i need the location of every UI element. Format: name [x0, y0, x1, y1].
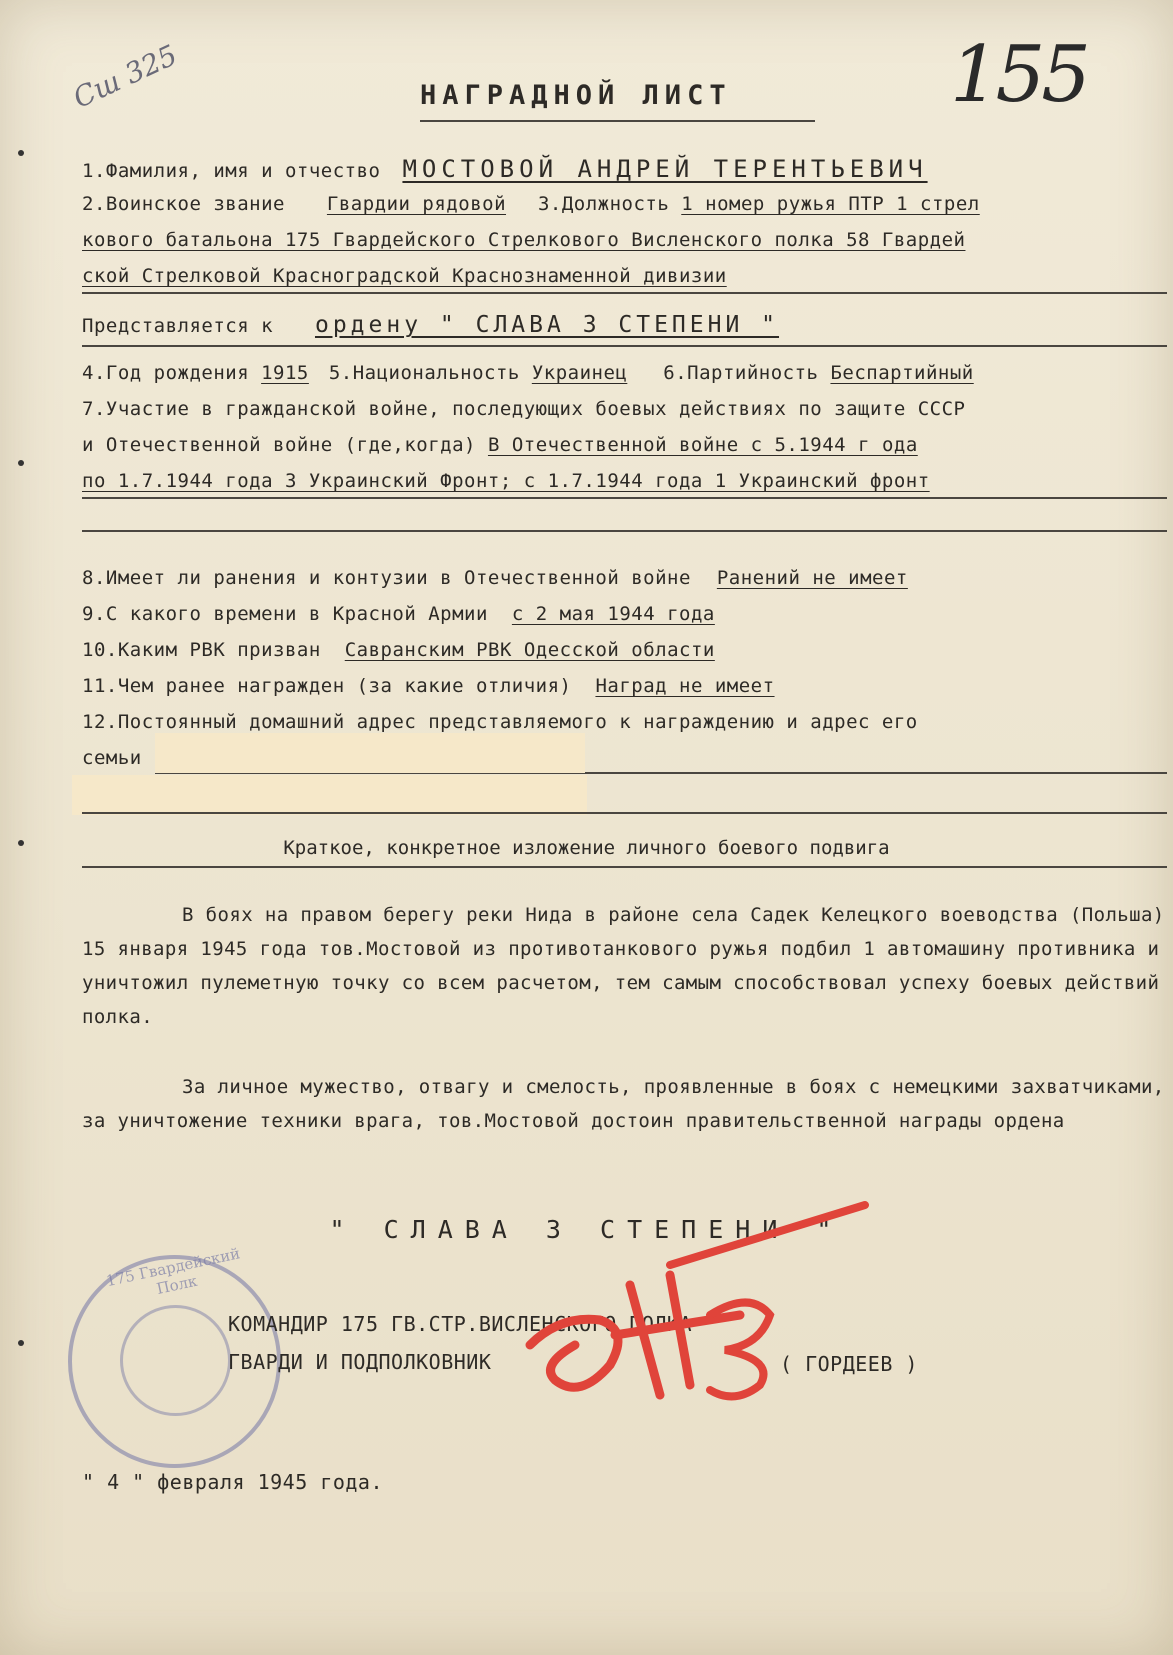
field-1-label: 1.Фамилия, имя и отчество	[82, 160, 381, 182]
field-11	[82, 675, 775, 697]
red-stroke	[530, 1319, 618, 1387]
field-6-value: Беспартийный	[830, 362, 974, 384]
field-12-text-1: 12.Постоянный домашний адрес представляемого к награждению и адрес его	[82, 711, 918, 733]
field-7-row-2	[82, 434, 918, 456]
rule	[82, 345, 1167, 347]
summary-heading: Краткое, конкретное изложение личного боевого подвига	[283, 837, 890, 859]
field-10-label: 10.Каким РВК призван	[82, 639, 321, 661]
hole-mark	[18, 460, 24, 466]
field-8-value: Ранений не имеет	[716, 567, 908, 589]
rule	[82, 812, 1167, 814]
page-number: 155	[950, 30, 1087, 120]
field-9-value: с 2 мая 1944 года	[511, 603, 715, 625]
field-3-continuation-1: кового батальона 175 Гвардейского Стрелкового Висленского полка 58 Гвардей	[82, 229, 966, 251]
title-underline	[420, 120, 815, 122]
field-8-label: 8.Имеет ли ранения и контузии в Отечественной войне	[82, 567, 691, 589]
field-1	[82, 155, 928, 183]
field-2-label: 2.Воинское звание	[82, 193, 285, 215]
field-5-label: 5.Национальность	[328, 362, 520, 384]
redacted-block	[72, 775, 587, 815]
stamp-text: 175 Гвардейский Полк	[104, 1244, 242, 1298]
field-2-3	[82, 193, 980, 215]
presented-for	[82, 312, 779, 338]
field-7-text-2: и Отечественной войне (где,когда)	[82, 434, 476, 456]
rule	[82, 497, 1167, 499]
field-4-label: 4.Год рождения	[82, 362, 250, 384]
field-6-label: 6.Партийность	[663, 362, 819, 384]
field-10	[82, 639, 715, 661]
field-7-value-2: по 1.7.1944 года 3 Украинский Фронт; с 1.7.1944 года 1 Украинский фронт	[82, 470, 930, 492]
field-9-label: 9.С какого времени в Красной Армии	[82, 603, 488, 625]
rule	[82, 530, 1167, 532]
red-annotation	[520, 1195, 880, 1445]
date-line: " 4 " февраля 1945 года.	[82, 1470, 383, 1494]
field-2-value: Гвардии рядовой	[326, 193, 507, 215]
field-3-label: 3.Должность	[537, 193, 670, 215]
rule	[82, 292, 1167, 294]
corner-note: Сш 325	[68, 38, 183, 115]
field-7-value-1: В Отечественной войне с 5.1944 г ода	[487, 434, 918, 456]
field-9	[82, 603, 715, 625]
red-stroke	[615, 1275, 740, 1395]
redacted-block	[155, 733, 585, 773]
field-8	[82, 567, 908, 589]
field-4-5-6	[82, 362, 974, 384]
signature-title-2: ГВАРДИ И ПОДПОЛКОВНИК	[228, 1350, 492, 1374]
presented-label: Представляется к	[82, 315, 274, 337]
field-1-value: МОСТОВОЙ АНДРЕЙ ТЕРЕНТЬЕВИЧ	[402, 155, 928, 183]
red-stroke	[670, 1205, 865, 1265]
hole-mark	[18, 1340, 24, 1346]
paragraph-1: В боях на правом берегу реки Нида в районе села Садек Келецкого воеводства (Польша) 15 января 1945 года тов.Мостовой из противотанкового ружья подбил 1 автомашину противника и уничтожил пулеметную точку со всем расчетом, тем самым способствовал успеху боевых действий полка.	[82, 904, 1165, 1028]
signature-name: ( ГОРДЕЕВ )	[780, 1352, 918, 1376]
field-5-value: Украинец	[531, 362, 628, 384]
hole-mark	[18, 150, 24, 156]
presented-value: ордену " СЛАВА 3 СТЕПЕНИ "	[314, 312, 780, 338]
paragraph-2: За личное мужество, отвагу и смелость, проявленные в боях с немецкими захватчиками, за уничтожение техники врага, тов.Мостовой достоин правительственной награды ордена	[82, 1076, 1165, 1132]
field-3-value: 1 номер ружья ПТР 1 стрел	[681, 193, 980, 215]
field-4-value: 1915	[261, 362, 309, 384]
signature-title-1: КОМАНДИР 175 ГВ.СТР.ВИСЛЕНСКОГО ПОЛКА	[228, 1312, 693, 1336]
page-title: НАГРАДНОЙ ЛИСТ	[420, 80, 732, 111]
stamp-emblem	[120, 1305, 231, 1416]
field-11-label: 11.Чем ранее награжден (за какие отличия)	[82, 675, 572, 697]
field-12-text-2: семьи	[82, 747, 142, 769]
field-10-value: Савранским РВК Одесской области	[344, 639, 715, 661]
field-11-value: Наград не имеет	[595, 675, 775, 697]
award-line: " СЛАВА 3 СТЕПЕНИ "	[329, 1215, 844, 1244]
field-7-text-1: 7.Участие в гражданской войне, последующих боевых действиях по защите СССР	[82, 398, 966, 420]
field-3-continuation-2: ской Стрелковой Красноградской Краснознаменной дивизии	[82, 265, 727, 287]
rule	[82, 866, 1167, 868]
